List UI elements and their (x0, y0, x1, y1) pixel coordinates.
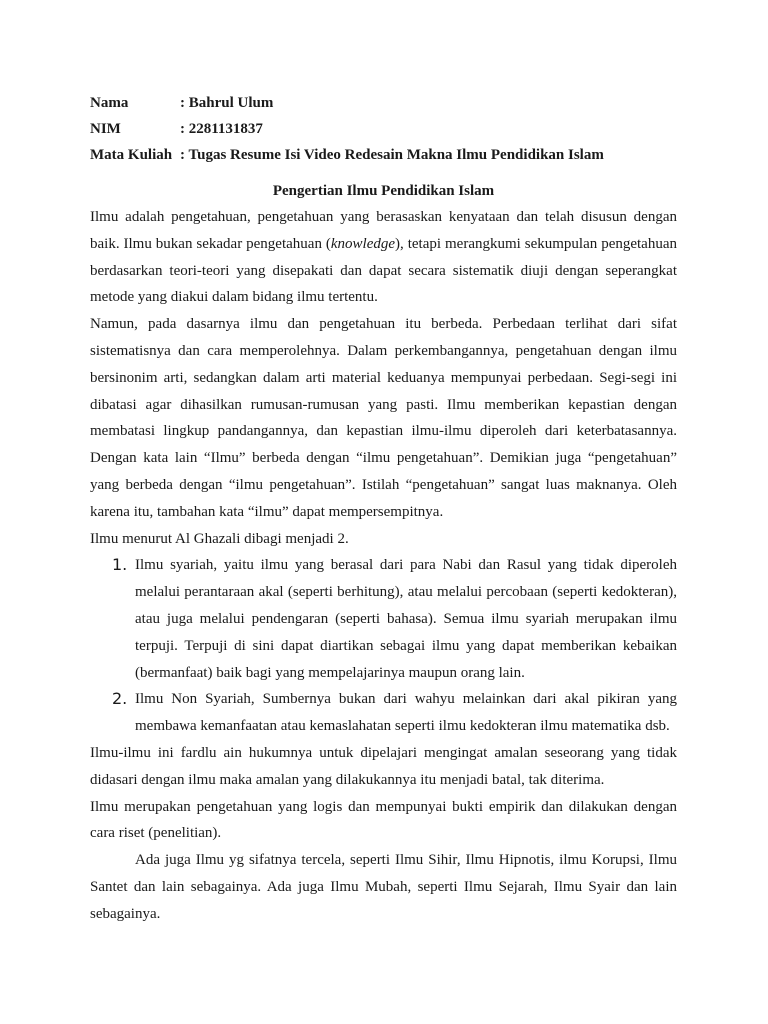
list-number: 1. (112, 555, 128, 575)
paragraph-definition-start: Ilmu adalah pengetahuan, pengetahuan yang berasaskan kenyataan dan telah disusun dengan baik. Ilmu bukan sekadar pengetahuan ( (90, 209, 677, 252)
paragraph-al-ghazali: Ilmu menurut Al Ghazali dibagi menjadi 2. (90, 530, 349, 547)
nim-row (90, 116, 677, 142)
name-value: : Bahrul Ulum (180, 95, 274, 111)
list-item (90, 686, 677, 740)
paragraph-logis: Ilmu merupakan pengetahuan yang logis dan mempunyai bukti empirik dan dilakukan dengan cara riset (penelitian). (90, 798, 677, 842)
paragraph-definition-end: ), tetapi merangkumi sekumpulan pengetahuan berdasarkan teori-teori yang disepakati dan dapat secara sistematik diuji dengan seperangkat metode yang diakui dalam bidang ilmu tertentu. (90, 235, 677, 306)
name-label: Nama (90, 95, 129, 111)
list-item (90, 552, 677, 686)
paragraph-tercela-mubah: Ada juga Ilmu yg sifatnya tercela, seperti Ilmu Sihir, Ilmu Hipnotis, ilmu Korupsi, Ilmu Santet dan lain sebagainya. Ada juga Ilmu Mubah, seperti Ilmu Sejarah, Ilmu Syair dan lain sebagainya. (90, 852, 677, 922)
course-label: Mata Kuliah (90, 147, 173, 163)
paragraph-fardlu-ain: Ilmu-ilmu ini fardlu ain hukumnya untuk dipelajari mengingat amalan seseorang yang tidak didasari dengan ilmu maka amalan yang dilakukannya itu menjadi batal, tak diterima. (90, 744, 677, 788)
list-text: Ilmu syariah, yaitu ilmu yang berasal dari para Nabi dan Rasul yang tidak diperoleh melalui perantaraan akal (seperti berhitung), atau melalui percobaan (seperti kedokteran), atau juga melalui pendengaran (seperti bahasa). Semua ilmu syariah merupakan ilmu terpuji. Terpuji di sini dapat diartikan sebagai ilmu yang dapat memberikan kebaikan (bermanfaat) baik bagi yang mempelajarinya maupun orang lain. (135, 557, 677, 681)
nim-label: NIM (90, 121, 121, 137)
list-text: Ilmu Non Syariah, Sumbernya bukan dari wahyu melainkan dari akal pikiran yang membawa kemanfaatan atau kemaslahatan seperti ilmu kedokteran ilmu matematika dsb. (135, 691, 677, 735)
paragraph-definition (90, 204, 677, 311)
paragraph-difference: Namun, pada dasarnya ilmu dan pengetahuan itu berbeda. Perbedaan terlihat dari sifat sistematisnya dan cara memperolehnya. Dalam perkembangannya, pengetahuan dengan ilmu bersinonim arti, sedangkan dalam arti material keduanya mempunyai perbedaan. Segi-segi ini dibatasi agar dihasilkan rumusan-rumusan yang pasti. Ilmu memberikan kepastian dengan membatasi lingkup pandangannya, dan kepastian ilmu-ilmu diperoleh dari keterbatasannya. Dengan kata lain “Ilmu” berbeda dengan “ilmu pengetahuan”. Demikian juga “pengetahuan” yang berbeda dengan “ilmu pengetahuan”. Istilah “pengetahuan” sangat luas maknanya. Oleh karena itu, tambahan kata “ilmu” dapat mempersempitnya. (90, 316, 677, 520)
course-row (90, 142, 677, 168)
knowledge-term: knowledge (330, 235, 396, 252)
course-value: : Tugas Resume Isi Video Redesain Makna Ilmu Pendidikan Islam (180, 147, 604, 163)
document-title: Pengertian Ilmu Pendidikan Islam (272, 183, 495, 199)
name-row (90, 90, 677, 116)
ilmu-list (90, 552, 677, 740)
document-page (90, 90, 677, 928)
nim-value: : 2281131837 (180, 121, 263, 137)
list-number: 2. (112, 689, 128, 709)
